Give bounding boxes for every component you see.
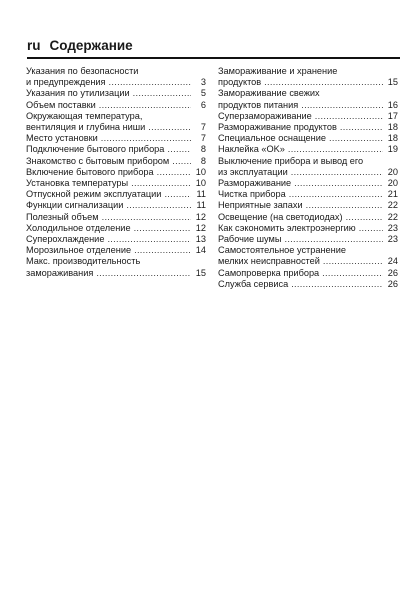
toc-page-number: 15 bbox=[195, 267, 206, 278]
toc-entry[interactable] bbox=[26, 111, 206, 133]
toc-entry-title: Подключение бытового прибора bbox=[26, 144, 165, 155]
toc-entry[interactable] bbox=[26, 156, 206, 167]
dot-leader bbox=[126, 200, 191, 211]
toc-entry[interactable] bbox=[26, 66, 206, 88]
toc-entry-title: Освещение (на светодиодах) bbox=[218, 211, 343, 222]
dot-leader bbox=[102, 212, 191, 223]
toc-entry[interactable] bbox=[26, 223, 206, 234]
toc-entry[interactable] bbox=[218, 212, 398, 223]
toc-entry[interactable] bbox=[26, 245, 206, 256]
toc-page-number: 18 bbox=[387, 133, 398, 144]
toc-entry-title: Как сэкономить электроэнергию bbox=[218, 222, 356, 233]
dot-leader bbox=[315, 111, 383, 122]
dot-leader bbox=[157, 167, 191, 178]
dot-leader bbox=[340, 122, 383, 133]
toc-entry[interactable] bbox=[26, 133, 206, 144]
toc-entry[interactable] bbox=[26, 200, 206, 211]
dot-leader bbox=[294, 178, 383, 189]
toc-entry[interactable] bbox=[26, 167, 206, 178]
toc-page-number: 7 bbox=[200, 122, 206, 133]
toc-entry-title: Знакомство с бытовым прибором bbox=[26, 155, 170, 166]
toc-page-number: 12 bbox=[195, 211, 206, 222]
toc-entry[interactable] bbox=[218, 133, 398, 144]
dot-leader bbox=[164, 189, 191, 200]
toc-entry-title: Размораживание bbox=[218, 178, 292, 189]
toc-column-left bbox=[26, 66, 206, 279]
toc-entry[interactable] bbox=[26, 212, 206, 223]
toc-entry-title: Указания по безопасности bbox=[26, 66, 139, 76]
toc-entry-title: из эксплуатации bbox=[218, 166, 288, 177]
toc-entry[interactable] bbox=[26, 256, 206, 278]
toc-entry-title: Суперохлаждение bbox=[26, 234, 105, 245]
dot-leader bbox=[96, 268, 191, 279]
toc-page-number: 26 bbox=[387, 267, 398, 278]
toc-page-number: 10 bbox=[195, 166, 206, 177]
toc-entry-title: Объем поставки bbox=[26, 99, 96, 110]
toc-page-number: 14 bbox=[195, 245, 206, 256]
toc-entry-title: Выключение прибора и вывод его bbox=[218, 155, 364, 166]
toc-page-number: 3 bbox=[200, 77, 206, 88]
toc-entry-title: Замораживание и хранение bbox=[218, 66, 338, 76]
toc-page-number: 6 bbox=[200, 99, 206, 110]
toc-entry[interactable] bbox=[26, 234, 206, 245]
toc-entry-title: Морозильное отделение bbox=[26, 245, 132, 256]
dot-leader bbox=[134, 223, 191, 234]
toc-entry[interactable] bbox=[218, 122, 398, 133]
toc-entry[interactable] bbox=[218, 178, 398, 189]
toc-entry-title: Отпускной режим эксплуатации bbox=[26, 189, 162, 200]
toc-page-number: 22 bbox=[387, 200, 398, 211]
toc-page-number: 18 bbox=[387, 122, 398, 133]
dot-leader bbox=[329, 133, 383, 144]
toc-entry[interactable] bbox=[218, 279, 398, 290]
dot-leader bbox=[322, 268, 383, 279]
toc-page-number: 21 bbox=[387, 189, 398, 200]
toc-entry-title: Место установки bbox=[26, 133, 98, 144]
toc-entry-title: Неприятные запахи bbox=[218, 200, 303, 211]
toc-entry[interactable] bbox=[218, 111, 398, 122]
dot-leader bbox=[133, 88, 191, 99]
toc-page-number: 19 bbox=[387, 144, 398, 155]
toc-entry[interactable] bbox=[218, 88, 398, 110]
toc-entry-title: и предупреждения bbox=[26, 77, 106, 88]
language-code: ru bbox=[27, 38, 41, 53]
toc-page-number: 8 bbox=[200, 155, 206, 166]
dot-leader bbox=[291, 167, 383, 178]
toc-entry[interactable] bbox=[218, 245, 398, 267]
toc-entry[interactable] bbox=[26, 189, 206, 200]
dot-leader bbox=[301, 100, 383, 111]
toc-entry-title: Окружающая температура, bbox=[26, 110, 143, 121]
dot-leader bbox=[359, 223, 383, 234]
toc-entry-title: Рабочие шумы bbox=[218, 234, 282, 245]
toc-page-number: 17 bbox=[387, 110, 398, 121]
toc-entry-title: Наклейка «OK» bbox=[218, 144, 285, 155]
toc-entry-title: Чистка прибора bbox=[218, 189, 286, 200]
toc-entry[interactable] bbox=[218, 144, 398, 155]
toc-entry-title: Специальное оснащение bbox=[218, 133, 326, 144]
dot-leader bbox=[131, 178, 191, 189]
toc-entry[interactable] bbox=[218, 234, 398, 245]
toc-entry[interactable] bbox=[218, 268, 398, 279]
toc-entry-title: мелких неисправностей bbox=[218, 256, 320, 267]
toc-entry-title: продуктов питания bbox=[218, 99, 299, 110]
dot-leader bbox=[148, 122, 191, 133]
toc-page-number: 26 bbox=[387, 278, 398, 289]
dot-leader bbox=[288, 144, 383, 155]
toc-entry[interactable] bbox=[218, 156, 398, 178]
dot-leader bbox=[323, 256, 383, 267]
toc-page-number: 11 bbox=[196, 189, 206, 200]
dot-leader bbox=[264, 77, 383, 88]
toc-page-number: 24 bbox=[387, 256, 398, 267]
toc-entry-title: Включение бытового прибора bbox=[26, 166, 154, 177]
toc-entry[interactable] bbox=[26, 88, 206, 99]
toc-entry-title: Установка температуры bbox=[26, 178, 129, 189]
toc-entry-title: Макс. производительность bbox=[26, 256, 141, 267]
dot-leader bbox=[99, 100, 191, 111]
toc-entry-title: Указания по утилизации bbox=[26, 88, 130, 99]
toc-entry-title: продуктов bbox=[218, 77, 262, 88]
toc-page-number: 12 bbox=[195, 222, 206, 233]
toc-page-number: 5 bbox=[200, 88, 206, 99]
dot-leader bbox=[172, 156, 191, 167]
dot-leader bbox=[306, 200, 383, 211]
toc-entry[interactable] bbox=[26, 144, 206, 155]
toc-page-number: 7 bbox=[200, 133, 206, 144]
dot-leader bbox=[167, 144, 191, 155]
toc-page-number: 15 bbox=[387, 77, 398, 88]
toc-entry[interactable] bbox=[218, 200, 398, 211]
toc-entry-title: Функции сигнализации bbox=[26, 200, 124, 211]
toc-page-number: 23 bbox=[387, 234, 398, 245]
toc-entry-title: Холодильное отделение bbox=[26, 222, 131, 233]
dot-leader bbox=[109, 77, 191, 88]
toc-entry-title: Размораживание продуктов bbox=[218, 122, 337, 133]
toc-entry-title: замораживания bbox=[26, 267, 94, 278]
page-header bbox=[27, 38, 405, 54]
toc-column-right bbox=[218, 66, 398, 290]
toc-entry[interactable] bbox=[26, 178, 206, 189]
toc-page-number: 22 bbox=[387, 211, 398, 222]
toc-entry-title: Самопроверка прибора bbox=[218, 267, 320, 278]
toc-entry[interactable] bbox=[218, 189, 398, 200]
header-rule bbox=[27, 57, 400, 59]
toc-page-number: 13 bbox=[195, 234, 206, 245]
toc-page-number: 23 bbox=[387, 222, 398, 233]
toc-entry[interactable] bbox=[218, 66, 398, 88]
toc-page-number: 8 bbox=[200, 144, 206, 155]
toc-entry-title: Суперзамораживание bbox=[218, 110, 312, 121]
toc-entry-title: Самостоятельное устранение bbox=[218, 245, 346, 256]
dot-leader bbox=[107, 234, 191, 245]
dot-leader bbox=[346, 212, 383, 223]
toc-entry[interactable] bbox=[26, 100, 206, 111]
toc-entry-title: Замораживание свежих bbox=[218, 88, 320, 99]
toc-page-number: 16 bbox=[387, 99, 398, 110]
dot-leader bbox=[291, 279, 383, 290]
toc-page-number: 20 bbox=[387, 166, 398, 177]
toc-entry-title: вентиляция и глубина ниши bbox=[26, 122, 146, 133]
toc-page-number: 20 bbox=[387, 178, 398, 189]
toc-entry-title: Служба сервиса bbox=[218, 278, 289, 289]
dot-leader bbox=[289, 189, 383, 200]
toc-page-number: 11 bbox=[196, 200, 206, 211]
toc-entry[interactable] bbox=[218, 223, 398, 234]
toc-entry-title: Полезный объем bbox=[26, 211, 99, 222]
toc-page-number: 10 bbox=[195, 178, 206, 189]
dot-leader bbox=[134, 245, 191, 256]
page-title: Содержание bbox=[49, 38, 133, 53]
dot-leader bbox=[284, 234, 383, 245]
dot-leader bbox=[101, 133, 191, 144]
